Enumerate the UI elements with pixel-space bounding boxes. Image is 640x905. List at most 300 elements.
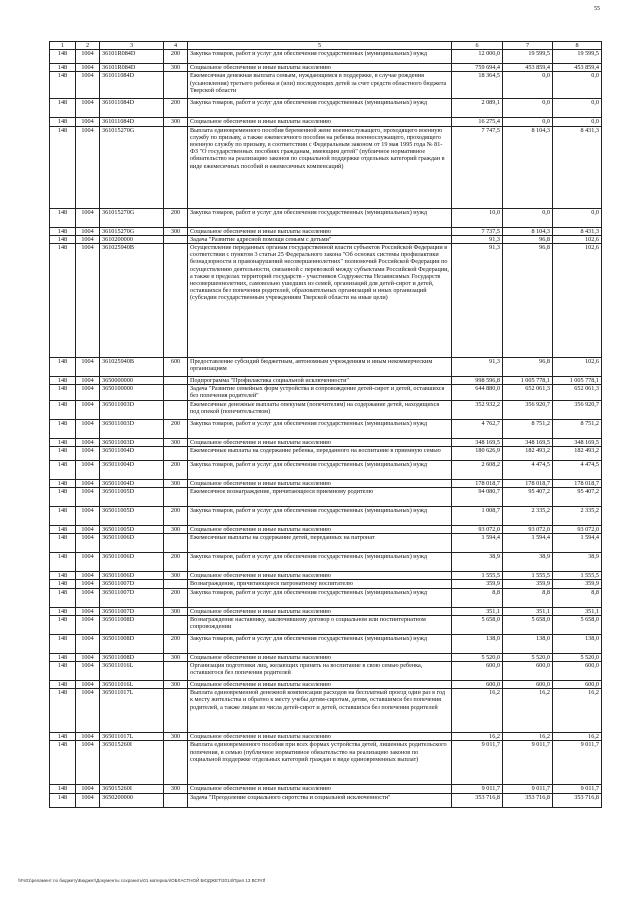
cell-description: Закупка товаров, работ и услуг для обеспечения государственных (муниципальных) нужд [188,419,452,438]
col-header-5: 5 [188,42,452,50]
cell-admin-code: 148 [50,793,76,807]
cell-value-2015: 19 599,5 [503,50,553,64]
cell-value-2015: 348 169,5 [503,438,553,446]
cell-value-2015: 5 520,0 [503,653,553,661]
cell-admin-code: 148 [50,208,76,227]
cell-section-code: 1004 [76,118,100,126]
col-header-1: 1 [50,42,76,50]
cell-target-code: 365011003D [100,438,164,446]
cell-expense-type: 200 [164,507,188,526]
cell-section-code: 1004 [76,227,100,235]
cell-target-code: 361011084D [100,99,164,118]
cell-expense-type [164,615,188,634]
cell-description: Социальное обеспечение и иные выплаты населению [188,681,452,689]
table-row [50,607,602,615]
cell-value-2015: 9 011,7 [503,785,553,793]
cell-admin-code: 148 [50,733,76,741]
table-row [50,419,602,438]
cell-admin-code: 148 [50,653,76,661]
cell-target-code: 36101R084D [100,64,164,72]
cell-admin-code: 148 [50,607,76,615]
cell-value-2015: 353 716,8 [503,793,553,807]
cell-description: Вознаграждение, причитающееся патронатному воспитателю [188,580,452,588]
cell-value-2015: 9 011,7 [503,741,553,785]
cell-expense-type: 200 [164,208,188,227]
table-row [50,681,602,689]
cell-admin-code: 148 [50,385,76,400]
cell-value-2014: 91,3 [452,235,503,243]
cell-expense-type: 300 [164,681,188,689]
cell-expense-type: 300 [164,785,188,793]
cell-target-code: 365015260I [100,785,164,793]
cell-value-2014: 2 608,2 [452,460,503,479]
table-row [50,227,602,235]
col-header-2: 2 [76,42,100,50]
cell-description: Предоставление субсидий бюджетным, автономным учреждениям и иным некоммерческим организациям [188,358,452,377]
cell-section-code: 1004 [76,689,100,733]
cell-target-code: 365011004D [100,460,164,479]
cell-admin-code: 148 [50,358,76,377]
cell-description: Ежемесячные выплаты на содержание ребенка, переданного на воспитание в приемную семью [188,446,452,460]
cell-value-2014: 5 658,0 [452,615,503,634]
cell-value-2015: 182 493,2 [503,446,553,460]
table-row [50,634,602,653]
cell-description: Закупка товаров, работ и услуг для обеспечения государственных (муниципальных) нужд [188,553,452,572]
cell-section-code: 1004 [76,358,100,377]
cell-target-code: 365011004D [100,446,164,460]
cell-description: Ежемесячные выплаты на содержание детей, переданных на патронат [188,534,452,553]
cell-value-2016: 359,9 [553,580,602,588]
budget-table [49,41,602,808]
cell-section-code: 1004 [76,588,100,607]
cell-description: Социальное обеспечение и иные выплаты населению [188,64,452,72]
cell-value-2014: 138,0 [452,634,503,653]
cell-value-2015: 0,0 [503,118,553,126]
cell-value-2014: 1 008,7 [452,507,503,526]
cell-admin-code: 148 [50,526,76,534]
cell-value-2015: 138,0 [503,634,553,653]
cell-description: Социальное обеспечение и иные выплаты населению [188,438,452,446]
cell-section-code: 1004 [76,419,100,438]
cell-section-code: 1004 [76,580,100,588]
cell-target-code: 365011008D [100,615,164,634]
cell-value-2015: 1 594,4 [503,534,553,553]
cell-value-2015: 359,9 [503,580,553,588]
table-row [50,244,602,358]
cell-section-code: 1004 [76,572,100,580]
cell-value-2016: 16,2 [553,733,602,741]
cell-target-code: 3650000000 [100,377,164,385]
table-body [50,50,602,807]
cell-value-2014: 352 932,2 [452,400,503,419]
cell-value-2014: 38,9 [452,553,503,572]
table-row [50,479,602,487]
cell-value-2014: 12 000,0 [452,50,503,64]
cell-expense-type [164,793,188,807]
cell-section-code: 1004 [76,460,100,479]
cell-value-2016: 5 658,0 [553,615,602,634]
cell-value-2015: 2 335,2 [503,507,553,526]
cell-target-code: 361011084D [100,72,164,99]
cell-target-code: 361015270G [100,227,164,235]
cell-value-2016: 95 407,2 [553,488,602,507]
cell-description: Закупка товаров, работ и услуг для обеспечения государственных (муниципальных) нужд [188,99,452,118]
cell-admin-code: 148 [50,785,76,793]
cell-value-2015: 96,8 [503,244,553,358]
cell-target-code: 3650200000 [100,793,164,807]
cell-expense-type: 300 [164,526,188,534]
cell-expense-type: 200 [164,588,188,607]
cell-admin-code: 148 [50,488,76,507]
col-header-4: 4 [164,42,188,50]
cell-description: Закупка товаров, работ и услуг для обеспечения государственных (муниципальных) нужд [188,208,452,227]
cell-section-code: 1004 [76,553,100,572]
cell-section-code: 1004 [76,64,100,72]
cell-target-code: 365011006D [100,534,164,553]
cell-value-2014: 2 089,1 [452,99,503,118]
cell-section-code: 1004 [76,72,100,99]
cell-section-code: 1004 [76,615,100,634]
cell-value-2016: 5 520,0 [553,653,602,661]
cell-value-2016: 453 859,4 [553,64,602,72]
page-number: 55 [594,6,600,12]
cell-value-2015: 1 005 778,1 [503,377,553,385]
cell-target-code: 365011017L [100,733,164,741]
col-header-6: 6 [452,42,503,50]
cell-admin-code: 148 [50,72,76,99]
cell-expense-type [164,244,188,358]
cell-description: Вознаграждение наставнику, заключившему договор о социальном или постинтернатном сопровождении [188,615,452,634]
cell-admin-code: 148 [50,50,76,64]
table-row [50,733,602,741]
cell-description: Социальное обеспечение и иные выплаты населению [188,526,452,534]
cell-expense-type: 300 [164,733,188,741]
cell-value-2015: 0,0 [503,208,553,227]
cell-value-2016: 1 005 778,1 [553,377,602,385]
cell-description: Ежемесячные денежные выплаты опекунам (попечителям) на содержание детей, находящихся под опекой (попечительством) [188,400,452,419]
table-row [50,50,602,64]
table-row [50,588,602,607]
cell-expense-type [164,72,188,99]
cell-description: Закупка товаров, работ и услуг для обеспечения государственных (муниципальных) нужд [188,460,452,479]
cell-expense-type: 300 [164,653,188,661]
cell-target-code: 365011007D [100,580,164,588]
cell-value-2014: 93 072,0 [452,526,503,534]
table-row [50,235,602,243]
cell-admin-code: 148 [50,572,76,580]
cell-description: Закупка товаров, работ и услуг для обеспечения государственных (муниципальных) нужд [188,507,452,526]
cell-value-2015: 16,2 [503,733,553,741]
cell-target-code: 365015260I [100,741,164,785]
cell-section-code: 1004 [76,126,100,208]
cell-value-2014: 5 520,0 [452,653,503,661]
cell-value-2014: 16,2 [452,689,503,733]
cell-value-2014: 8,8 [452,588,503,607]
cell-value-2016: 38,9 [553,553,602,572]
cell-target-code: 361011084D [100,118,164,126]
cell-value-2015: 95 407,2 [503,488,553,507]
cell-expense-type: 200 [164,99,188,118]
table-row [50,580,602,588]
cell-section-code: 1004 [76,662,100,681]
cell-value-2016: 8,8 [553,588,602,607]
table-row [50,793,602,807]
cell-target-code: 3650100000 [100,385,164,400]
cell-value-2015: 600,0 [503,662,553,681]
cell-value-2015: 600,0 [503,681,553,689]
cell-description: Закупка товаров, работ и услуг для обеспечения государственных (муниципальных) нужд [188,588,452,607]
cell-description: Осуществление переданных органам государственной власти субъектов Российской Федерации в соответствии с пунктом 3 статьи 25 Федерального закона "Об основах системы профилактики безнадзорности и правонарушений несовершеннолетних" полномочий Российской Федерации по осуществлению деятельности, связанной с перевозкой между субъектами Российской Федерации, а также в пределах территорий государств - участников Содружества Независимых Государств несовершеннолетних, самовольно ушедших из семей, организаций для детей-сирот и детей, оставшихся без попечения родителей, образовательных организаций и иных организаций (субсидии государственным учреждениям Тверской области на иные цели) [188,244,452,358]
cell-target-code: 361025940B [100,358,164,377]
cell-target-code: 365011008D [100,653,164,661]
cell-section-code: 1004 [76,607,100,615]
cell-admin-code: 148 [50,99,76,118]
cell-section-code: 1004 [76,479,100,487]
table-row [50,572,602,580]
table-row [50,208,602,227]
cell-section-code: 1004 [76,741,100,785]
cell-value-2014: 7 747,5 [452,126,503,208]
cell-target-code: 36101R084D [100,50,164,64]
cell-value-2016: 178 018,7 [553,479,602,487]
col-header-7: 7 [503,42,553,50]
cell-value-2014: 1 555,5 [452,572,503,580]
header-row [50,42,602,50]
cell-value-2014: 359,9 [452,580,503,588]
cell-value-2015: 4 474,5 [503,460,553,479]
cell-expense-type [164,400,188,419]
cell-section-code: 1004 [76,244,100,358]
cell-expense-type: 300 [164,227,188,235]
cell-section-code: 1004 [76,507,100,526]
cell-value-2014: 94 080,7 [452,488,503,507]
cell-value-2014: 644 880,0 [452,385,503,400]
table-row [50,385,602,400]
cell-admin-code: 148 [50,553,76,572]
table-row [50,377,602,385]
cell-expense-type [164,488,188,507]
cell-value-2014: 600,0 [452,662,503,681]
cell-description: Закупка товаров, работ и услуг для обеспечения государственных (муниципальных) нужд [188,50,452,64]
cell-target-code: 365011006D [100,572,164,580]
cell-section-code: 1004 [76,488,100,507]
cell-description: Социальное обеспечение и иные выплаты населению [188,479,452,487]
cell-expense-type: 200 [164,634,188,653]
cell-description: Выплата единовременного пособия беременной жене военнослужащего, проходящего военную службу по призыву, а также ежемесячного пособия на ребенка военнослужащего, проходящего военную службу по призыву, в соответствии с Федеральным законом от 19 мая 1995 года № 81-ФЗ "О государственных пособиях гражданам, имеющим детей" (публичное нормативное обязательство на реализацию законов по социальной поддержке отдельных категорий граждан в виде ежемесячных пособий и ежемесячных компенсаций) [188,126,452,208]
cell-section-code: 1004 [76,50,100,64]
cell-value-2016: 0,0 [553,99,602,118]
table-row [50,118,602,126]
cell-expense-type [164,126,188,208]
cell-value-2016: 102,6 [553,244,602,358]
col-header-8: 8 [553,42,602,50]
cell-admin-code: 148 [50,634,76,653]
cell-value-2014: 10,0 [452,208,503,227]
cell-admin-code: 148 [50,446,76,460]
cell-description: Задача "Развитие адресной помощи семьям с детьми" [188,235,452,243]
cell-value-2016: 0,0 [553,72,602,99]
cell-value-2015: 16,2 [503,689,553,733]
cell-admin-code: 148 [50,681,76,689]
cell-value-2015: 356 920,7 [503,400,553,419]
table-row [50,460,602,479]
cell-value-2016: 16,2 [553,689,602,733]
table-row [50,526,602,534]
cell-value-2014: 91,3 [452,244,503,358]
cell-value-2015: 38,9 [503,553,553,572]
cell-section-code: 1004 [76,526,100,534]
cell-value-2015: 8,8 [503,588,553,607]
cell-admin-code: 148 [50,235,76,243]
cell-value-2014: 9 011,7 [452,785,503,793]
cell-admin-code: 148 [50,479,76,487]
cell-admin-code: 148 [50,400,76,419]
cell-value-2016: 348 169,5 [553,438,602,446]
cell-description: Социальное обеспечение и иные выплаты населению [188,572,452,580]
table-row [50,662,602,681]
cell-value-2015: 1 555,5 [503,572,553,580]
cell-section-code: 1004 [76,385,100,400]
cell-value-2015: 351,1 [503,607,553,615]
cell-expense-type: 200 [164,419,188,438]
table-row [50,507,602,526]
cell-target-code: 365011005D [100,488,164,507]
cell-target-code: 365011005D [100,526,164,534]
cell-value-2014: 1 594,4 [452,534,503,553]
cell-value-2014: 600,0 [452,681,503,689]
cell-admin-code: 148 [50,244,76,358]
cell-description: Социальное обеспечение и иные выплаты населению [188,227,452,235]
cell-section-code: 1004 [76,208,100,227]
cell-expense-type: 200 [164,460,188,479]
cell-section-code: 1004 [76,235,100,243]
cell-value-2015: 96,8 [503,235,553,243]
cell-description: Задача "Преодоление социального сиротства и социальной исключенности" [188,793,452,807]
cell-expense-type [164,235,188,243]
cell-admin-code: 148 [50,534,76,553]
cell-target-code: 361025940B [100,244,164,358]
cell-target-code: 365011005D [100,507,164,526]
cell-description: Ежемесячная денежная выплата семьям, нуждающимся в поддержке, в случае рождения (усыновления) третьего ребенка и (или) последующих детей за счет средств областного бюджета Тверской области [188,72,452,99]
cell-target-code: 361015270G [100,126,164,208]
cell-value-2015: 8 751,2 [503,419,553,438]
table-row [50,64,602,72]
col-header-3: 3 [100,42,164,50]
cell-expense-type: 600 [164,358,188,377]
cell-admin-code: 148 [50,126,76,208]
cell-value-2014: 16,2 [452,733,503,741]
cell-description: Организация подготовки лиц, желающих принять на воспитание в свою семью ребенка, оставшегося без попечения родителей [188,662,452,681]
cell-section-code: 1004 [76,793,100,807]
cell-section-code: 1004 [76,400,100,419]
cell-admin-code: 148 [50,419,76,438]
cell-admin-code: 148 [50,689,76,733]
cell-description: Подпрограмма "Профилактика социальной исключенности" [188,377,452,385]
cell-section-code: 1004 [76,438,100,446]
cell-expense-type [164,580,188,588]
table-row [50,99,602,118]
cell-expense-type: 300 [164,438,188,446]
cell-description: Выплата единовременной денежной компенсации расходов на бесплатный проезд один раз в год к месту жительства и обратно к месту учебы детям-сиротам, детям, оставшимся без попечения родителей, а также лицам из числа детей-сирот и детей, оставшихся без попечения родителей [188,689,452,733]
cell-admin-code: 148 [50,118,76,126]
cell-target-code: 365011016L [100,681,164,689]
cell-description: Задача "Развитие семейных форм устройства и сопровождение детей-сирот и детей, оставшихся без попечения родителей" [188,385,452,400]
cell-value-2016: 2 335,2 [553,507,602,526]
cell-value-2014: 16 275,4 [452,118,503,126]
cell-value-2016: 102,6 [553,235,602,243]
cell-value-2015: 8 104,3 [503,227,553,235]
table-row [50,400,602,419]
table-row [50,126,602,208]
cell-value-2016: 19 599,5 [553,50,602,64]
cell-expense-type: 300 [164,479,188,487]
cell-admin-code: 148 [50,662,76,681]
cell-value-2016: 9 011,7 [553,785,602,793]
cell-section-code: 1004 [76,653,100,661]
cell-expense-type [164,385,188,400]
cell-value-2016: 0,0 [553,208,602,227]
table-row [50,689,602,733]
cell-target-code: 365011007D [100,588,164,607]
cell-value-2015: 0,0 [503,72,553,99]
cell-value-2014: 178 018,7 [452,479,503,487]
cell-expense-type: 300 [164,118,188,126]
cell-target-code: 365011008D [100,634,164,653]
cell-value-2015: 453 859,4 [503,64,553,72]
cell-value-2014: 4 762,7 [452,419,503,438]
cell-value-2014: 998 596,8 [452,377,503,385]
cell-expense-type [164,741,188,785]
cell-admin-code: 148 [50,580,76,588]
cell-description: Закупка товаров, работ и услуг для обеспечения государственных (муниципальных) нужд [188,634,452,653]
cell-value-2016: 8 751,2 [553,419,602,438]
cell-value-2016: 600,0 [553,662,602,681]
table-row [50,615,602,634]
cell-value-2016: 1 555,5 [553,572,602,580]
cell-expense-type [164,377,188,385]
cell-admin-code: 148 [50,438,76,446]
cell-value-2015: 652 061,3 [503,385,553,400]
cell-expense-type: 300 [164,607,188,615]
cell-value-2016: 353 716,8 [553,793,602,807]
cell-value-2016: 351,1 [553,607,602,615]
cell-target-code: 365011006D [100,553,164,572]
cell-expense-type: 300 [164,572,188,580]
cell-value-2014: 91,3 [452,358,503,377]
cell-section-code: 1004 [76,785,100,793]
cell-admin-code: 148 [50,507,76,526]
cell-value-2016: 93 072,0 [553,526,602,534]
budget-table-wrapper [49,41,601,808]
cell-admin-code: 148 [50,741,76,785]
cell-value-2016: 4 474,5 [553,460,602,479]
cell-value-2016: 652 061,3 [553,385,602,400]
cell-target-code: 365011003D [100,400,164,419]
cell-admin-code: 148 [50,615,76,634]
cell-section-code: 1004 [76,634,100,653]
cell-section-code: 1004 [76,534,100,553]
cell-admin-code: 148 [50,588,76,607]
cell-value-2015: 8 104,3 [503,126,553,208]
table-row [50,741,602,785]
cell-section-code: 1004 [76,99,100,118]
cell-admin-code: 148 [50,64,76,72]
footer-file-path: \\Fs01\реламент по бюджету\Бюджет\Документы сохранить\01 материал\ОБЛАСТНОЙ БЮДЖЕТ\2014\Прил 13 ВСР.rtf [18,878,266,883]
cell-description: Социальное обеспечение и иные выплаты населению [188,653,452,661]
table-row [50,358,602,377]
cell-expense-type [164,689,188,733]
cell-value-2014: 180 626,9 [452,446,503,460]
